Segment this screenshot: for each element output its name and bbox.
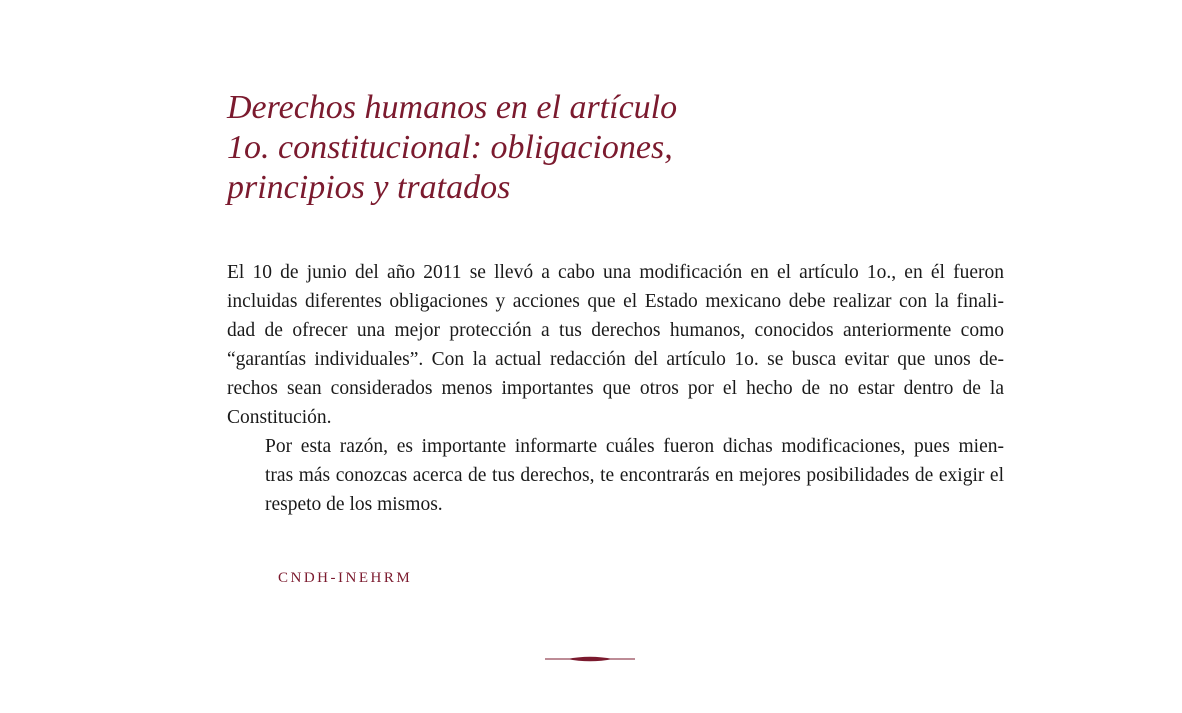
paragraph-1	[227, 258, 1004, 432]
title-line: Derechos humanos en el artículo	[227, 89, 678, 126]
text-line: Constitución.	[227, 407, 332, 428]
paragraph-2	[227, 432, 1004, 519]
body-text	[227, 258, 1004, 519]
text-line: Por esta razón, es importante informarte cuáles fueron dichas modificaciones, pues mien-	[265, 436, 1004, 457]
text-line: “garantías individuales”. Con la actual redacción del artículo 1o. se busca evitar que unos de-	[227, 349, 1004, 370]
text-line: El 10 de junio del año 2011 se llevó a cabo una modificación en el artículo 1o., en él fueron	[227, 262, 1004, 283]
author-credit: CNDH-INEHRM	[278, 570, 413, 586]
title-line: 1o. constitucional: obligaciones,	[227, 129, 673, 166]
text-line: respeto de los mismos.	[265, 494, 443, 515]
text-line: tras más conozcas acerca de tus derechos, te encontrarás en mejores posibilidades de exigir el	[265, 465, 1004, 486]
text-line: incluidas diferentes obligaciones y acciones que el Estado mexicano debe realizar con la finali-	[227, 291, 1004, 312]
diamond-rule-ornament-icon	[545, 653, 635, 665]
page-title	[227, 88, 747, 208]
text-line: dad de ofrecer una mejor protección a tus derechos humanos, conocidos anteriormente como	[227, 320, 1004, 341]
title-line: principios y tratados	[227, 169, 511, 206]
text-line: rechos sean considerados menos importantes que otros por el hecho de no estar dentro de la	[227, 378, 1004, 399]
